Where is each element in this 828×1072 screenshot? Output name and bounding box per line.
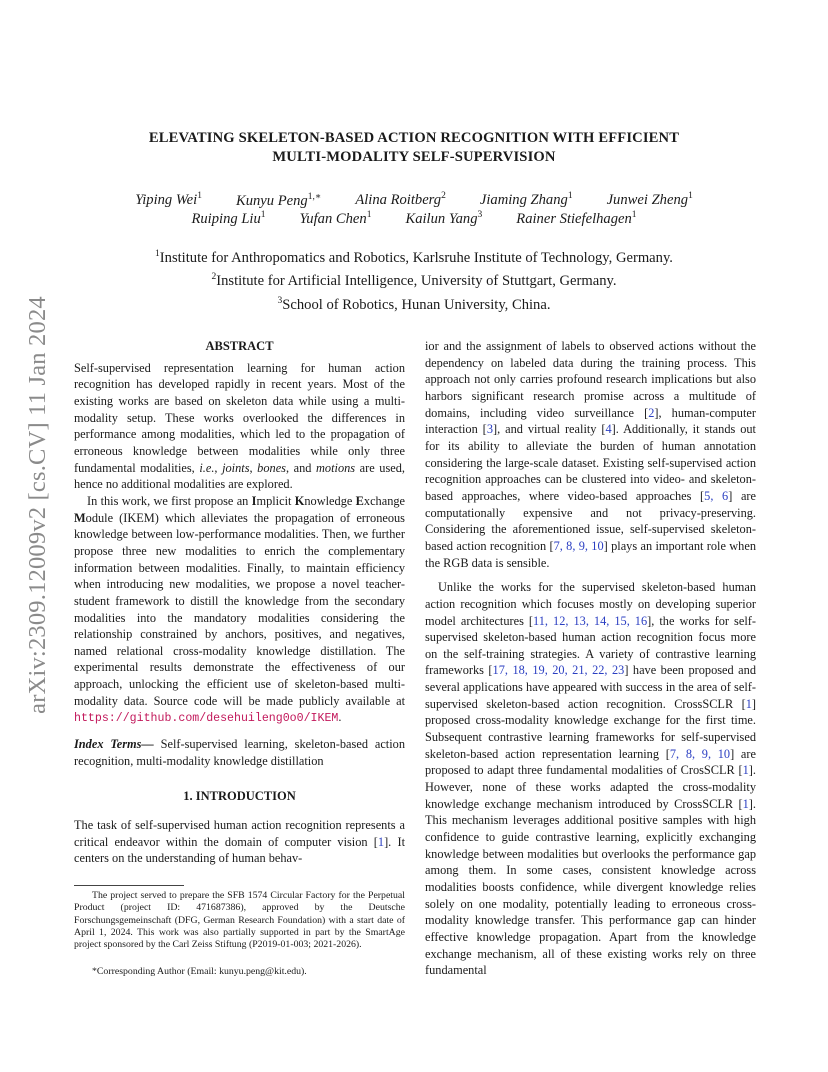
- arxiv-stamp: [14, 290, 62, 720]
- title-line-2: MULTI-MODALITY SELF-SUPERVISION: [272, 149, 556, 165]
- index-terms: Index Terms— Self-supervised learning, skeleton-based action recognition, multi-modality knowledge distillation: [74, 737, 406, 768]
- author: Yufan Chen$^1$: [299, 210, 372, 227]
- author-row-2: [80, 210, 748, 228]
- intro-paragraph-1: The task of self-supervised human action recognition represents a critical endeavor within the domain of computer vision [1]. It centers on the understanding of human behav-: [74, 818, 405, 866]
- right-column: [425, 338, 756, 979]
- citation-link[interactable]: 1: [742, 763, 749, 778]
- citation-link[interactable]: 7, 8, 9, 10: [553, 538, 604, 553]
- abstract-heading: ABSTRACT: [205, 339, 274, 353]
- author: Kailun Yang$^3$: [405, 210, 483, 227]
- citation-link[interactable]: 1: [742, 796, 749, 811]
- citation-link[interactable]: 3: [486, 422, 493, 437]
- author: Jiaming Zhang$^1$: [479, 191, 573, 208]
- affiliation: $^3$School of Robotics, Hunan University, China.: [277, 295, 551, 313]
- affiliations: [80, 245, 748, 315]
- author: Rainer Stiefelhagen$^1$: [516, 210, 637, 227]
- abstract-paragraph-1: Self-supervised representation learning for human action recognition has developed rapidly in recent years. Most of the existing works are based on skeleton data while using a multi-modality setup. These works overlooked the differences in performance among modalities, which led to the propagation of erroneous knowledge between modalities while only three fundamental modalities, i.e., joints, bones, and motions are used, hence no additional modalities are explored.: [74, 360, 406, 492]
- title-line-1: ELEVATING SKELETON-BASED ACTION RECOGNITION WITH EFFICIENT: [148, 130, 680, 146]
- abstract-paragraph-2: In this work, we first propose an Implicit Knowledge Exchange Module (IKEM) which alleviates the propagation of erroneous knowledge between low-performance modalities. Then, we further propose three new modalities to enrich the complementary information between modalities. Finally, to maintain efficiency when introducing new modalities, we propose a novel teacher-student framework to distill the knowledge from the secondary modalities into the mandatory modalities considering the relationship constrained by anchors, positives, and negatives, named relational cross-modality knowledge distillation. The experimental results demonstrate the effectiveness of our approach, unlocking the efficient use of skeleton-based multi-modality data. Source code will be made publicly available at https://github.com/desehuileng0o0/IKEM.: [74, 493, 406, 726]
- introduction-heading: 1. INTRODUCTION: [183, 789, 296, 804]
- intro-paragraph-2: Unlike the works for the supervised skeleton-based human action recognition which focuses mostly on developing superior model architectures [11, 12, 13, 14, 15, 16], the works for self-supervised skeleton-based human action recognition focus more on the self-training strategies. A variety of contrastive learning frameworks [17, 18, 19, 20, 21, 22, 23] have been proposed and several applications have appeared with success in the area of self-supervised skeleton-based action recognition. CrossSCLR [1] proposed cross-modality knowledge exchange for the first time. Subsequent contrastive learning frameworks for self-supervised skeleton-based action representation learning [7, 8, 9, 10] are proposed to adapt three fundamental modalities of CrosSCLR [1]. However, none of these works adapted the cross-modality knowledge exchange mechanism introduced by CrossSCLR [1]. This mechanism leverages additional positive samples with high confidence to guide contrastive learning, explicitly exchanging knowledge between modalities but overlooks the performance gap among them. In some cases, consistent knowledge across modalities boosts confidence, while divergent knowledge relies solely on one modality, potentially leading to erroneous cross-modality knowledge transfer. This performance gap can hinder effective knowledge propagation. Apart from the knowledge exchange mechanism, all of these existing works rely on three fundamental: [425, 580, 757, 978]
- citation-link[interactable]: 7, 8, 9, 10: [669, 746, 731, 761]
- paper-title: [80, 129, 748, 167]
- citation-link[interactable]: 1: [745, 696, 752, 711]
- citation-link[interactable]: 4: [605, 422, 612, 437]
- citation-link[interactable]: 17, 18, 19, 20, 21, 22, 23: [492, 663, 625, 678]
- citation-link[interactable]: 5, 6: [704, 488, 729, 503]
- affiliation: $^1$Institute for Anthropomatics and Robotics, Karlsruhe Institute of Technology, Germany.: [155, 249, 673, 266]
- author-row-1: [80, 191, 748, 210]
- affiliation: $^2$Institute for Artificial Intelligence, University of Stuttgart, Germany.: [211, 272, 617, 290]
- author: Junwei Zheng$^1$: [606, 191, 693, 208]
- citation-link[interactable]: 11, 12, 13, 14, 15, 16: [533, 613, 648, 628]
- source-code-link[interactable]: https://github.com/desehuileng0o0/IKEM: [74, 712, 339, 726]
- intro-paragraph-1-continued: ior and the assignment of labels to observed actions without the dependency on labeled data during the training process. This approach not only carries profound research implications but also harbors significant research promise across a multitude of domains, including video surveillance [2], human-computer interaction [3], and virtual reality [4]. Additionally, it stands out for its ability to alleviate the burden of human annotation considering the large-scale dataset. Existing self-supervised action recognition approaches can be clustered into video- and skeleton-based approaches, where video-based approaches [5, 6] are computationally expensive and not privacy-preserving. Considering the aforementioned issue, self-supervised skeleton-based action recognition [7, 8, 9, 10] plays an important role when the RGB data is sensible.: [425, 339, 757, 570]
- left-column: [74, 338, 405, 867]
- citation-link[interactable]: 1: [377, 834, 385, 849]
- author: Alina Roitberg$^2$: [355, 191, 446, 208]
- author: Kunyu Peng$^{1,∗}$: [235, 192, 322, 209]
- citation-link[interactable]: 2: [648, 405, 655, 420]
- footnote-divider: [74, 885, 184, 886]
- author: Ruiping Liu$^1$: [191, 210, 266, 227]
- corresponding-author-footnote: *Corresponding Author (Email: kunyu.peng@kit.edu).: [92, 966, 307, 977]
- arxiv-stamp-text: arXiv:2309.12009v2 [cs.CV] 11 Jan 2024: [24, 296, 51, 714]
- funding-footnote: The project served to prepare the SFB 1574 Circular Factory for the Perpetual Product (project ID: 471687386), approved by the Deutsche Forschungsgemeinschaft (DFG, German Research Foundation) with a start date of April 1, 2024. This work was also partially supported in part by the SmartAge project sponsored by the Carl Zeiss Stiftung (P2019-01-003; 2021-2026).: [74, 890, 405, 951]
- author: Yiping Wei$^1$: [135, 191, 202, 208]
